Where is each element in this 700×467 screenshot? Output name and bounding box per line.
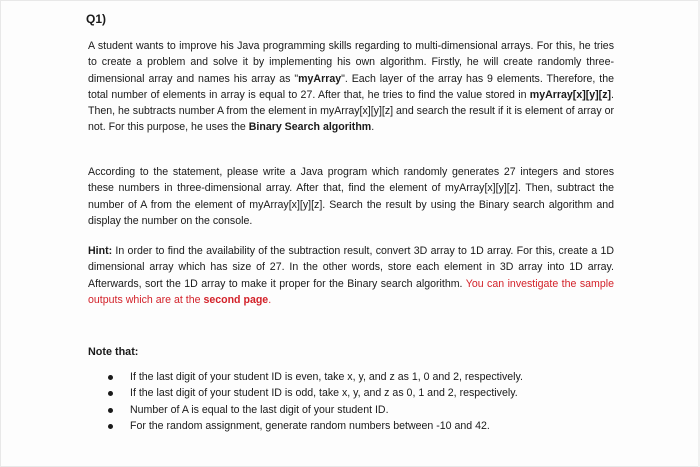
note-item: Number of A is equal to the last digit of your student ID. [106,402,606,418]
sample-output-note-end: . [268,293,272,306]
algorithm-name: Binary Search algorithm [248,121,372,134]
statement-text-4: . [371,121,375,134]
problem-statement-paragraph [88,38,614,136]
task-paragraph: According to the statement, please write a Java program which randomly generates 27 integers and stores these numbers in three-dimensional array. After that, find the element of myArray[x][y][z]. Then, subtract the number of A from the element of myArray[x][y][z]. Search the result by using the Binary search algorithm and display the number on the console. [88,166,614,227]
element-expression: myArray[x][y][z] [529,88,612,101]
statement-text-2: ". Each layer of the array has 9 elements. Therefore, the total number of elements in array is equal to 27. After that, he tries to find the value stored in [88,72,614,101]
array-name: myArray [298,72,342,85]
sample-output-note: You can investigate the sample outputs which are at the [88,277,614,306]
statement-text-1: A student wants to improve his Java programming skills regarding to multi-dimensional arrays. For this, he tries to create a problem and solve it by implementing his own algorithm. Firstly, he will create randomly three-dimensional array and names his array as " [88,40,614,85]
note-list [106,369,606,434]
statement-text-3: . Then, he subtracts number A from the element in myArray[x][y][z] and search the result if it is element of array or not. For this purpose, he uses the [88,88,614,134]
note-item: For the random assignment, generate random numbers between -10 and 42. [106,418,606,434]
hint-label: Hint: [88,245,113,257]
note-item: If the last digit of your student ID is even, take x, y, and z as 1, 0 and 2, respectively. [106,369,606,385]
question-label: Q1) [86,12,107,26]
note-title: Note that: [88,346,139,358]
hint-text: In order to find the availability of the subtraction result, convert 3D array to 1D array. For this, create a 1D dimensional array which has size of 27. In the other words, store each element in 3D array into 1D array. Afterwards, sort the 1D array to make it proper for the Binary search algorithm. [88,245,614,290]
hint-paragraph [88,243,614,308]
second-page-reference: second page [203,293,269,306]
note-item: If the last digit of your student ID is odd, take x, y, and z as 0, 1 and 2, respectively. [106,385,606,401]
